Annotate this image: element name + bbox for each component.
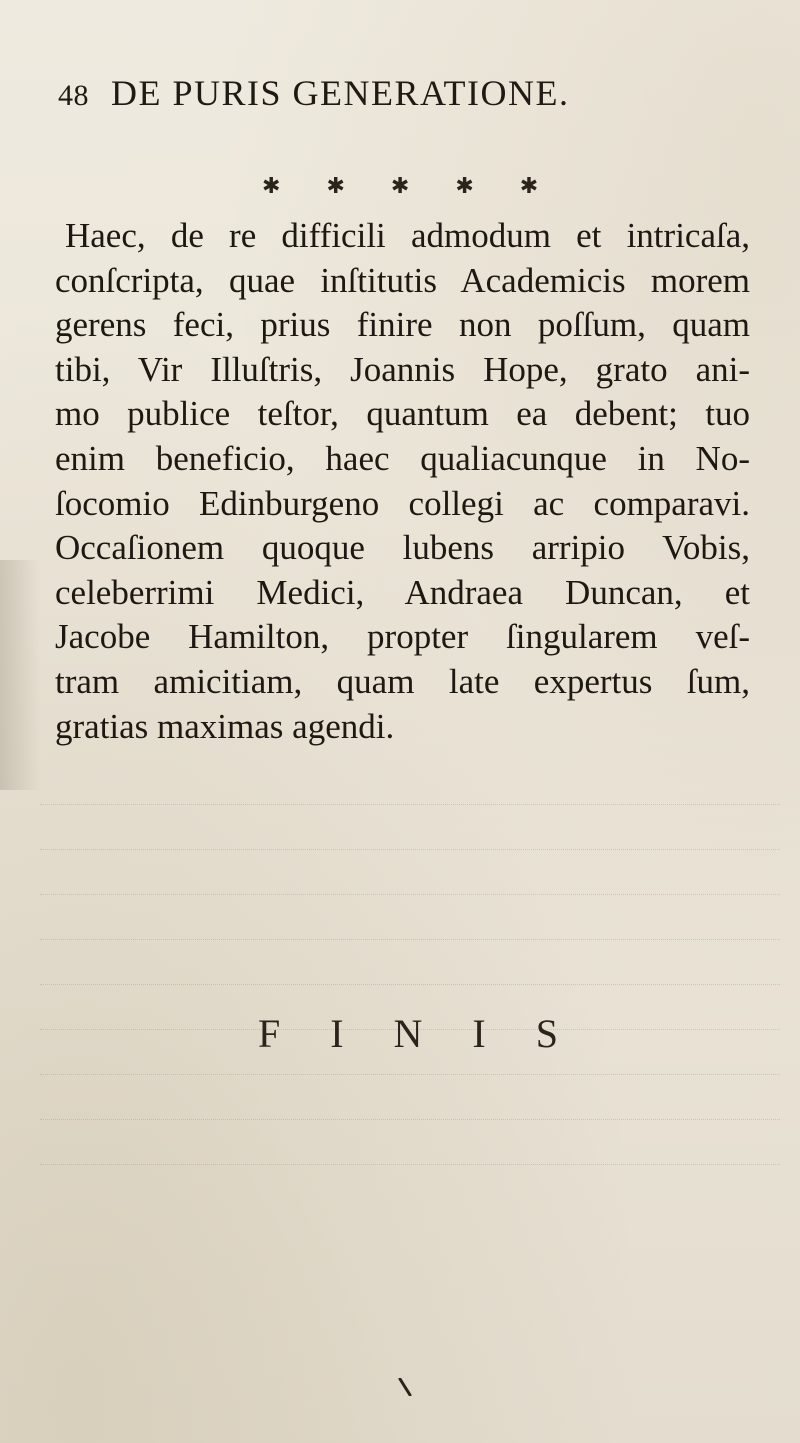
page-number: 48: [58, 79, 89, 112]
asterisk-icon: ✱: [262, 174, 281, 199]
text-line: Jacobe Hamilton, propter ſingularem veſ-: [55, 617, 750, 657]
text-line: Haec, de re difficili admodum et intricaſa,: [65, 216, 750, 255]
show-through-text: [40, 760, 780, 1200]
finis-letter: F: [258, 1011, 281, 1056]
finis-closing: [258, 1010, 558, 1057]
finis-letter: N: [393, 1011, 423, 1056]
text-line: gratias maximas agendi.: [55, 706, 395, 746]
text-line: mo publice teſtor, quantum ea debent; tuo: [55, 394, 750, 434]
text-line: celeberrimi Medici, Andraea Duncan, et: [55, 572, 750, 612]
asterisk-icon: ✱: [519, 174, 539, 199]
asterisk-icon: ✱: [326, 174, 345, 199]
body-paragraph: [55, 214, 750, 749]
text-line: Occaſionem quoque lubens arripio Vobis,: [55, 528, 750, 568]
text-line: enim beneficio, haec qualiacunque in No-: [55, 438, 750, 478]
text-line: tram amicitiam, quam late expertus ſum,: [55, 661, 750, 701]
finis-letter: S: [535, 1011, 558, 1056]
page-header: [58, 72, 570, 122]
finis-letter: I: [330, 1011, 344, 1056]
text-line: conſcripta, quae inſtitutis Academicis morem: [55, 260, 750, 300]
asterisk-icon: ✱: [390, 174, 410, 199]
text-line: gerens feci, prius finire non poſſum, quam: [55, 305, 750, 345]
asterisk-ornament: [262, 174, 538, 199]
running-title: DE PURIS GENERATIONE.: [111, 73, 570, 113]
text-line: tibi, Vir Illuſtris, Joannis Hope, grato ani-: [55, 349, 750, 389]
text-line: ſocomio Edinburgeno collegi ac comparavi.: [55, 483, 750, 523]
asterisk-icon: ✱: [455, 174, 474, 199]
finis-letter: I: [472, 1011, 486, 1056]
ink-mark-icon: [398, 1378, 412, 1396]
page-edge-stain: [0, 560, 40, 790]
